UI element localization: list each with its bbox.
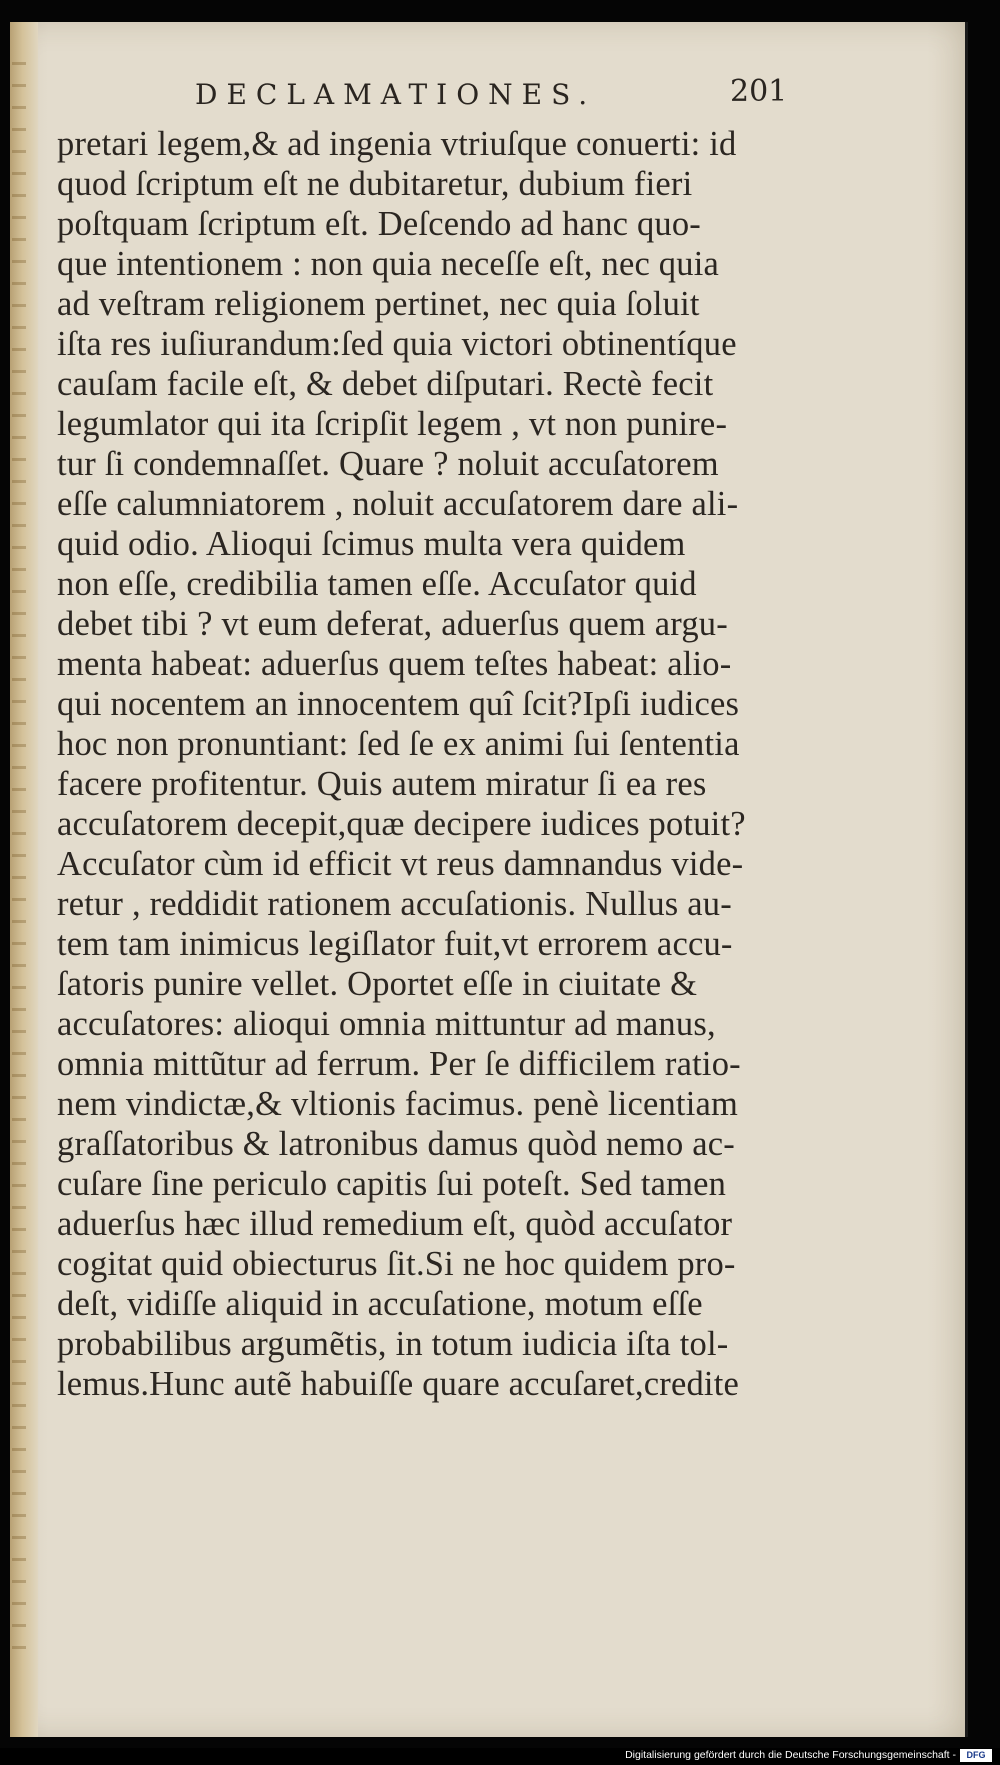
- dfg-logo: DFG: [960, 1749, 992, 1762]
- text-line: iſta res iuſiurandum:ſed quia victori obtinentíque: [57, 325, 737, 363]
- text-line: retur , reddidit rationem accuſationis. Nullus au-: [57, 885, 732, 923]
- text-line: debet tibi ? vt eum deferat, aduerſus quem argu-: [57, 605, 728, 643]
- text-line: pretari legem,& ad ingenia vtriuſque conuerti: id: [57, 125, 737, 163]
- text-line: aduerſus hæc illud remedium eſt, quòd accuſator: [57, 1205, 733, 1243]
- text-line: facere profitentur. Quis autem miratur ſi ea res: [57, 765, 707, 803]
- text-line: lemus.Hunc autẽ habuiſſe quare accuſaret,credite: [57, 1365, 740, 1403]
- text-line: tur ſi condemnaſſet. Quare ? noluit accuſatorem: [57, 445, 719, 483]
- text-line: nem vindictæ,& vltionis facimus. penè licentiam: [57, 1085, 739, 1123]
- text-line: accuſatores: alioqui omnia mittuntur ad manus,: [57, 1005, 716, 1043]
- text-line: poſtquam ſcriptum eſt. Deſcendo ad hanc quo-: [57, 205, 701, 243]
- footer-credit: Digitalisierung gefördert durch die Deutsche Forschungsgemeinschaft -: [625, 1749, 956, 1761]
- spine-sewing-marks: [12, 62, 26, 1662]
- text-line: graſſatoribus & latronibus damus quòd nemo ac-: [57, 1125, 735, 1163]
- running-head: DECLAMATIONES.: [195, 78, 597, 111]
- text-line: legumlator qui ita ſcripſit legem , vt non punire-: [57, 405, 728, 443]
- text-line: quod ſcriptum eſt ne dubitaretur, dubium fieri: [57, 165, 693, 203]
- text-line: omnia mittũtur ad ferrum. Per ſe difficilem ratio-: [57, 1045, 741, 1083]
- text-line: ad veſtram religionem pertinet, nec quia ſoluit: [57, 285, 700, 323]
- text-line: cogitat quid obiecturus ſit.Si ne hoc quidem pro-: [57, 1245, 736, 1283]
- text-line: hoc non pronuntiant: ſed ſe ex animi ſui ſententia: [57, 725, 740, 763]
- page-number: 201: [730, 74, 788, 109]
- text-line: quid odio. Alioqui ſcimus multa vera quidem: [57, 525, 686, 563]
- text-line: tem tam inimicus legiſlator fuit,vt errorem accu-: [57, 925, 733, 963]
- text-line: probabilibus argumẽtis, in totum iudicia iſta tol-: [57, 1325, 729, 1363]
- text-line: cuſare ſine periculo capitis ſui poteſt. Sed tamen: [57, 1165, 727, 1203]
- text-line: que intentionem : non quia neceſſe eſt, nec quia: [57, 245, 720, 283]
- text-line: Accuſator cùm id efficit vt reus damnandus vide-: [57, 845, 744, 883]
- book-page: [10, 22, 968, 1737]
- page-spine-edge: [10, 22, 38, 1737]
- text-line: cauſam facile eſt, & debet diſputari. Rectè fecit: [57, 365, 714, 403]
- text-line: non eſſe, credibilia tamen eſſe. Accuſator quid: [57, 565, 697, 603]
- text-line: accuſatorem decepit,quæ decipere iudices potuit?: [57, 805, 746, 843]
- text-line: deſt, vidiſſe aliquid in accuſatione, motum eſſe: [57, 1285, 703, 1323]
- text-line: menta habeat: aduerſus quem teſtes habeat: alio-: [57, 645, 732, 683]
- text-line: qui nocentem an innocentem quî ſcit?Ipſi iudices: [57, 685, 740, 723]
- text-block: [57, 124, 817, 1404]
- text-line: eſſe calumniatorem , noluit accuſatorem dare ali-: [57, 485, 739, 523]
- text-line: ſatoris punire vellet. Oportet eſſe in ciuitate &: [57, 965, 698, 1003]
